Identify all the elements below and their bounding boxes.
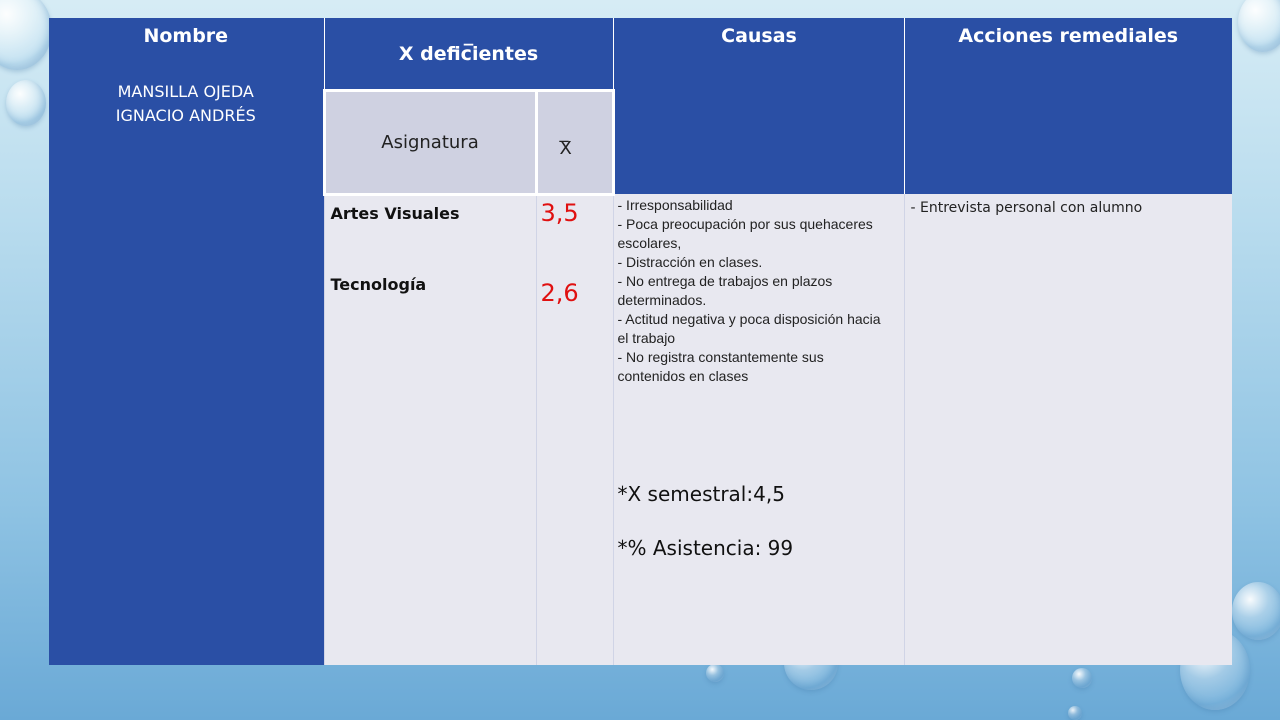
student-name-line1: MANSILLA OJEDA (117, 82, 254, 101)
student-name-line2: IGNACIO ANDRÉS (115, 106, 256, 125)
water-droplet-decoration (1072, 668, 1092, 688)
causas-header: Causas (721, 25, 797, 47)
water-droplet-decoration (6, 80, 46, 126)
semestral-average: *X semestral:4,5 (617, 482, 785, 506)
cause-item: - Actitud negativa y poca disposición hacia el trabajo (617, 311, 881, 346)
action-item: - Entrevista personal con alumno (910, 200, 1143, 216)
cause-item: - Irresponsabilidad (617, 197, 733, 213)
x-subheader (536, 90, 613, 194)
attendance-percent: *% Asistencia: 99 (617, 536, 794, 560)
water-droplet-decoration (0, 0, 52, 70)
causas-header-cell (613, 18, 904, 194)
causes-list (618, 196, 894, 386)
asignatura-label: Asignatura (381, 131, 479, 153)
cause-item: - No entrega de trabajos en plazos determinados. (617, 273, 833, 308)
x-bar: _ (463, 24, 474, 46)
acciones-header: Acciones remediales (958, 25, 1179, 47)
x-col-bar: _ (559, 122, 569, 143)
name-body-cell (49, 194, 324, 665)
water-droplet-decoration (1068, 706, 1082, 720)
student-name (49, 48, 323, 128)
student-report-table (49, 18, 1232, 665)
cause-item: - No registra constantemente sus contenidos en clases (617, 349, 824, 384)
x-deficientes-header (324, 18, 613, 90)
water-droplet-decoration (706, 664, 724, 682)
water-droplet-decoration (1238, 0, 1280, 52)
asignatura-subheader (324, 90, 536, 194)
acciones-header-cell (904, 18, 1232, 194)
nombre-cell (49, 18, 324, 194)
subject-name: Artes Visuales (330, 203, 460, 223)
cause-item: - Poca preocupación por sus quehaceres escolares, (617, 216, 873, 251)
nombre-header: Nombre (143, 25, 229, 47)
water-droplet-decoration (1232, 582, 1280, 640)
subjects-cell (324, 194, 536, 665)
acciones-body-cell (904, 194, 1232, 665)
cause-item: - Distracción en clases. (617, 254, 763, 270)
grades-cell (536, 194, 613, 665)
causas-body-cell (613, 194, 904, 665)
x-deficientes-label: X deficientes (398, 43, 539, 65)
subject-grade: 3,5 (540, 198, 579, 227)
x-col-label: X (559, 138, 572, 159)
subject-name: Tecnología (330, 274, 427, 294)
subject-grade: 2,6 (540, 278, 579, 307)
